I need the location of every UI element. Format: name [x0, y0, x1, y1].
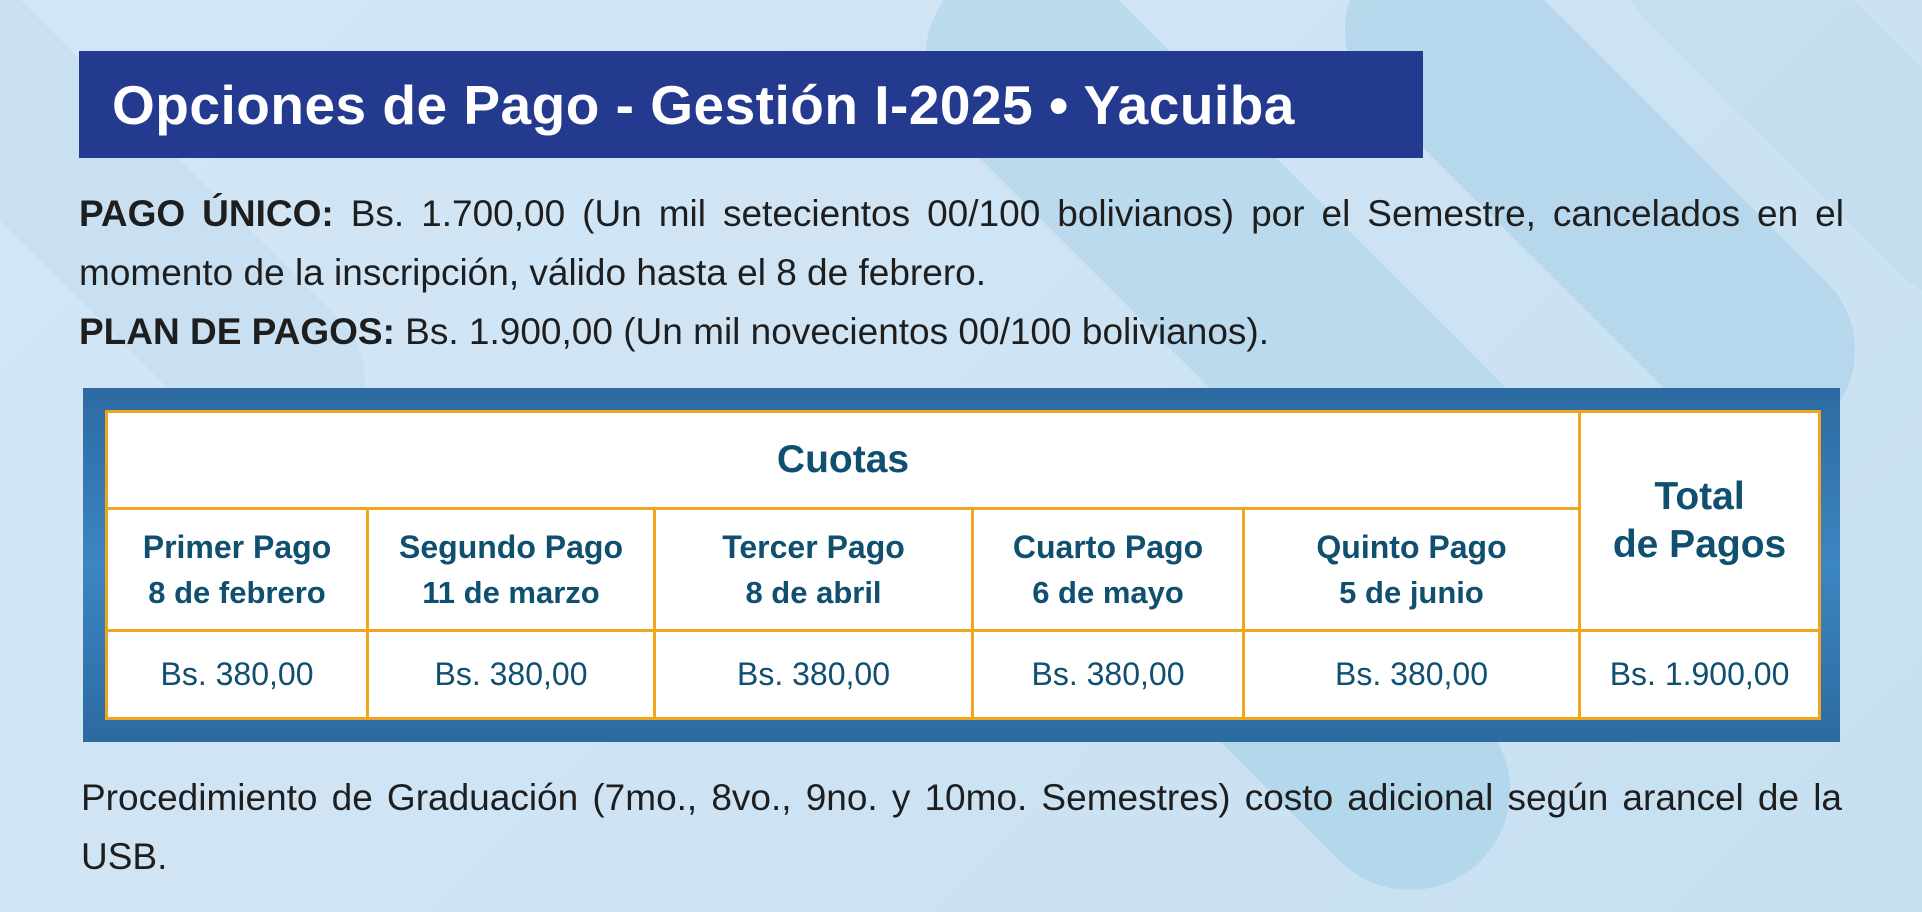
installment-header-5 — [1244, 509, 1580, 631]
installment-amount-4: Bs. 380,00 — [973, 631, 1244, 719]
table-header-row-installments — [107, 509, 1820, 631]
table-header-row-cuotas — [107, 412, 1820, 509]
installment-amount-3: Bs. 380,00 — [655, 631, 973, 719]
pago-unico-text: Bs. 1.700,00 (Un mil setecientos 00/100 bolivianos) por el Semestre, cancelados en el momento de la inscripción, válido hasta el 8 de febrero. — [79, 193, 1844, 293]
page-title: Opciones de Pago - Gestión I-2025 • Yacuiba — [112, 73, 1295, 136]
cuotas-header: Cuotas — [107, 412, 1580, 509]
plan-de-pagos-label: PLAN DE PAGOS: — [79, 311, 395, 352]
installment-header-4 — [973, 509, 1244, 631]
installment-date: 5 de junio — [1339, 574, 1484, 610]
installment-amount-2: Bs. 380,00 — [368, 631, 655, 719]
installment-date: 11 de marzo — [422, 574, 600, 610]
installment-name: Segundo Pago — [399, 528, 623, 565]
installments-table — [105, 410, 1821, 720]
installment-date: 8 de abril — [745, 574, 882, 610]
installment-amount-1: Bs. 380,00 — [107, 631, 368, 719]
installment-header-2 — [368, 509, 655, 631]
installment-header-1 — [107, 509, 368, 631]
installment-date: 8 de febrero — [148, 574, 326, 610]
installment-name: Cuarto Pago — [1012, 528, 1204, 565]
installment-name: Quinto Pago — [1316, 528, 1507, 565]
table-row-amounts — [107, 631, 1820, 719]
footer-note: Procedimiento de Graduación (7mo., 8vo., 9no. y 10mo. Semestres) costo adicional según arancel de la USB. — [81, 777, 1842, 877]
installment-date: 6 de mayo — [1032, 574, 1184, 610]
installments-table-frame — [83, 388, 1840, 742]
pago-unico-label: PAGO ÚNICO: — [79, 193, 334, 234]
installment-name: Primer Pago — [142, 528, 332, 565]
installment-name: Tercer Pago — [722, 528, 905, 565]
total-header-line2: de Pagos — [1612, 523, 1787, 566]
total-amount: Bs. 1.900,00 — [1580, 631, 1820, 719]
plan-de-pagos-paragraph — [79, 302, 1844, 361]
total-header-line1: Total — [1654, 475, 1745, 518]
installment-header-3 — [655, 509, 973, 631]
title-banner — [79, 51, 1423, 158]
plan-de-pagos-text: Bs. 1.900,00 (Un mil novecientos 00/100 bolivianos). — [394, 311, 1270, 352]
pago-unico-paragraph — [79, 184, 1844, 302]
total-header — [1580, 412, 1820, 631]
installment-amount-5: Bs. 380,00 — [1244, 631, 1580, 719]
